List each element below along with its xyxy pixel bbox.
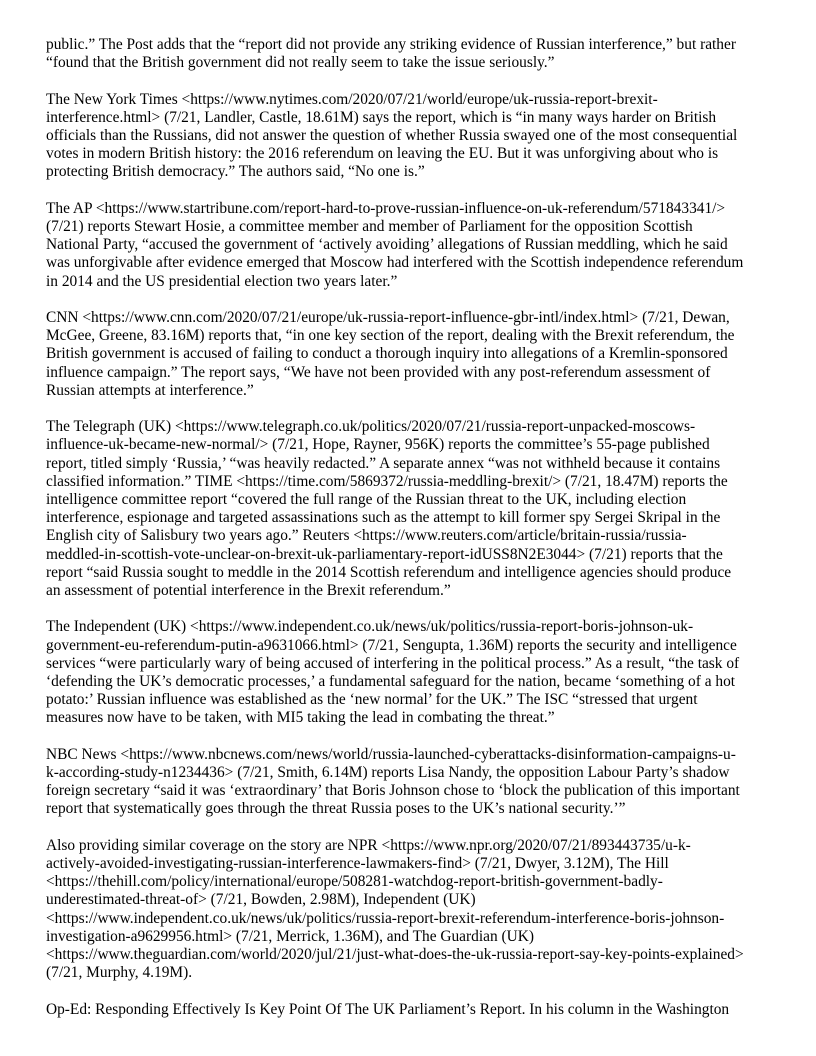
paragraph-post-summary: public.” The Post adds that the “report did not provide any striking evidence of Russian interference,” but rather “found that the British government did not really seem to take the issue seriously.” bbox=[46, 36, 736, 72]
paragraph-op-ed-heading: Op-Ed: Responding Effectively Is Key Point Of The UK Parliament’s Report. In his column in the Washington bbox=[46, 1000, 730, 1018]
paragraph-similar-coverage: Also providing similar coverage on the story are NPR <https://www.npr.org/2020/07/21/893443735/u-k- actively-avoided-investigating-russian-interference-lawmakers-find> (7/21, Dwyer, 3.12M), The Hill <https://thehill.com/policy/international/europe/508281-watchdog-report-british-government-badly- underestimated-threat-of> (7/21, Bowden, 2.98M), Independent (UK) <https://www.independent.co.uk/news/uk/politics/russia-report-brexit-referendum-interference-boris-johnson- investigation-a9629956.html> (7/21, Merrick, 1.36M), and The Guardian (UK) <https://www.theguardian.com/world/2020/jul/21/just-what-does-the-uk-russia-report-say-key-points-explained> (7/21, Murphy, 4.19M). bbox=[46, 836, 744, 982]
paragraph-cnn: CNN <https://www.cnn.com/2020/07/21/europe/uk-russia-report-influence-gbr-intl/index.html> (7/21, Dewan, McGee, Greene, 83.16M) reports that, “in one key section of the report, dealing with the Brexit referendum, the British government is accused of failing to conduct a thorough inquiry into allegations of a Kremlin-sponsored influence campaign.” The report says, “We have not been provided with any post-referendum assessment of Russian attempts at interference.” bbox=[46, 309, 735, 399]
paragraph-ap: The AP <https://www.startribune.com/report-hard-to-prove-russian-influence-on-uk-referendum/571843341/> (7/21) reports Stewart Hosie, a committee member and member of Parliament for the opposition Scottish National Party, “accused the government of ‘actively avoiding’ allegations of Russian meddling, which he said was unforgivable after evidence emerged that Moscow had interfered with the Scottish independence referendum in 2014 and the US presidential election two years later.” bbox=[46, 199, 744, 290]
paragraph-new-york-times: The New York Times <https://www.nytimes.com/2020/07/21/world/europe/uk-russia-report-brexit- interference.html> (7/21, Landler, Castle, 18.61M) says the report, which is “in many ways harder on British officials than the Russians, did not answer the question of whether Russia swayed one of the most consequential votes in modern British history: the 2016 referendum on leaving the EU. But it was unforgiving about who is protecting British democracy.” The authors said, “No one is.” bbox=[46, 90, 738, 181]
paragraph-nbc-news: NBC News <https://www.nbcnews.com/news/world/russia-launched-cyberattacks-disinformation-campaigns-u- k-according-study-n1234436> (7/21, Smith, 6.14M) reports Lisa Nandy, the opposition Labour Party’s shadow foreign secretary “said it was ‘extraordinary’ that Boris Johnson chose to ‘block the publication of this important report that systematically goes through the threat Russia poses to the UK’s national security.’” bbox=[46, 745, 740, 818]
document-page bbox=[46, 36, 776, 1037]
paragraph-telegraph-time-reuters: The Telegraph (UK) <https://www.telegraph.co.uk/politics/2020/07/21/russia-report-unpacked-moscows- influence-uk-became-new-normal/> (7/21, Hope, Rayner, 956K) reports the committee’s 55-page published report, titled simply ‘Russia,’ “was heavily redacted.” A separate annex “was not withheld because it contains classified information.” TIME <https://time.com/5869372/russia-meddling-brexit/> (7/21, 18.47M) reports the intelligence committee report “covered the full range of the Russian threat to the UK, including election interference, espionage and targeted assassinations such as the attempt to kill former spy Sergei Skripal in the English city of Salisbury two years ago.” Reuters <https://www.reuters.com/article/britain-russia/russia- meddled-in-scottish-vote-unclear-on-brexit-uk-parliamentary-report-idUSS8N2E3044> (7/21) reports that the report “said Russia sought to meddle in the 2014 Scottish referendum and intelligence agencies should produce an assessment of potential interference in the Brexit referendum.” bbox=[46, 418, 732, 600]
paragraph-independent: The Independent (UK) <https://www.independent.co.uk/news/uk/politics/russia-report-boris-johnson-uk- government-eu-referendum-putin-a9631066.html> (7/21, Sengupta, 1.36M) reports the security and intelligence services “were particularly wary of being accused of interfering in the political process.” As a result, “the task of ‘defending the UK’s democratic processes,’ a fundamental safeguard for the nation, became ‘something of a hot potato:’ Russian influence was established as the ‘new normal’ for the UK.” The ISC “stressed that urgent measures now have to be taken, with MI5 taking the lead in combating the threat.” bbox=[46, 618, 740, 727]
